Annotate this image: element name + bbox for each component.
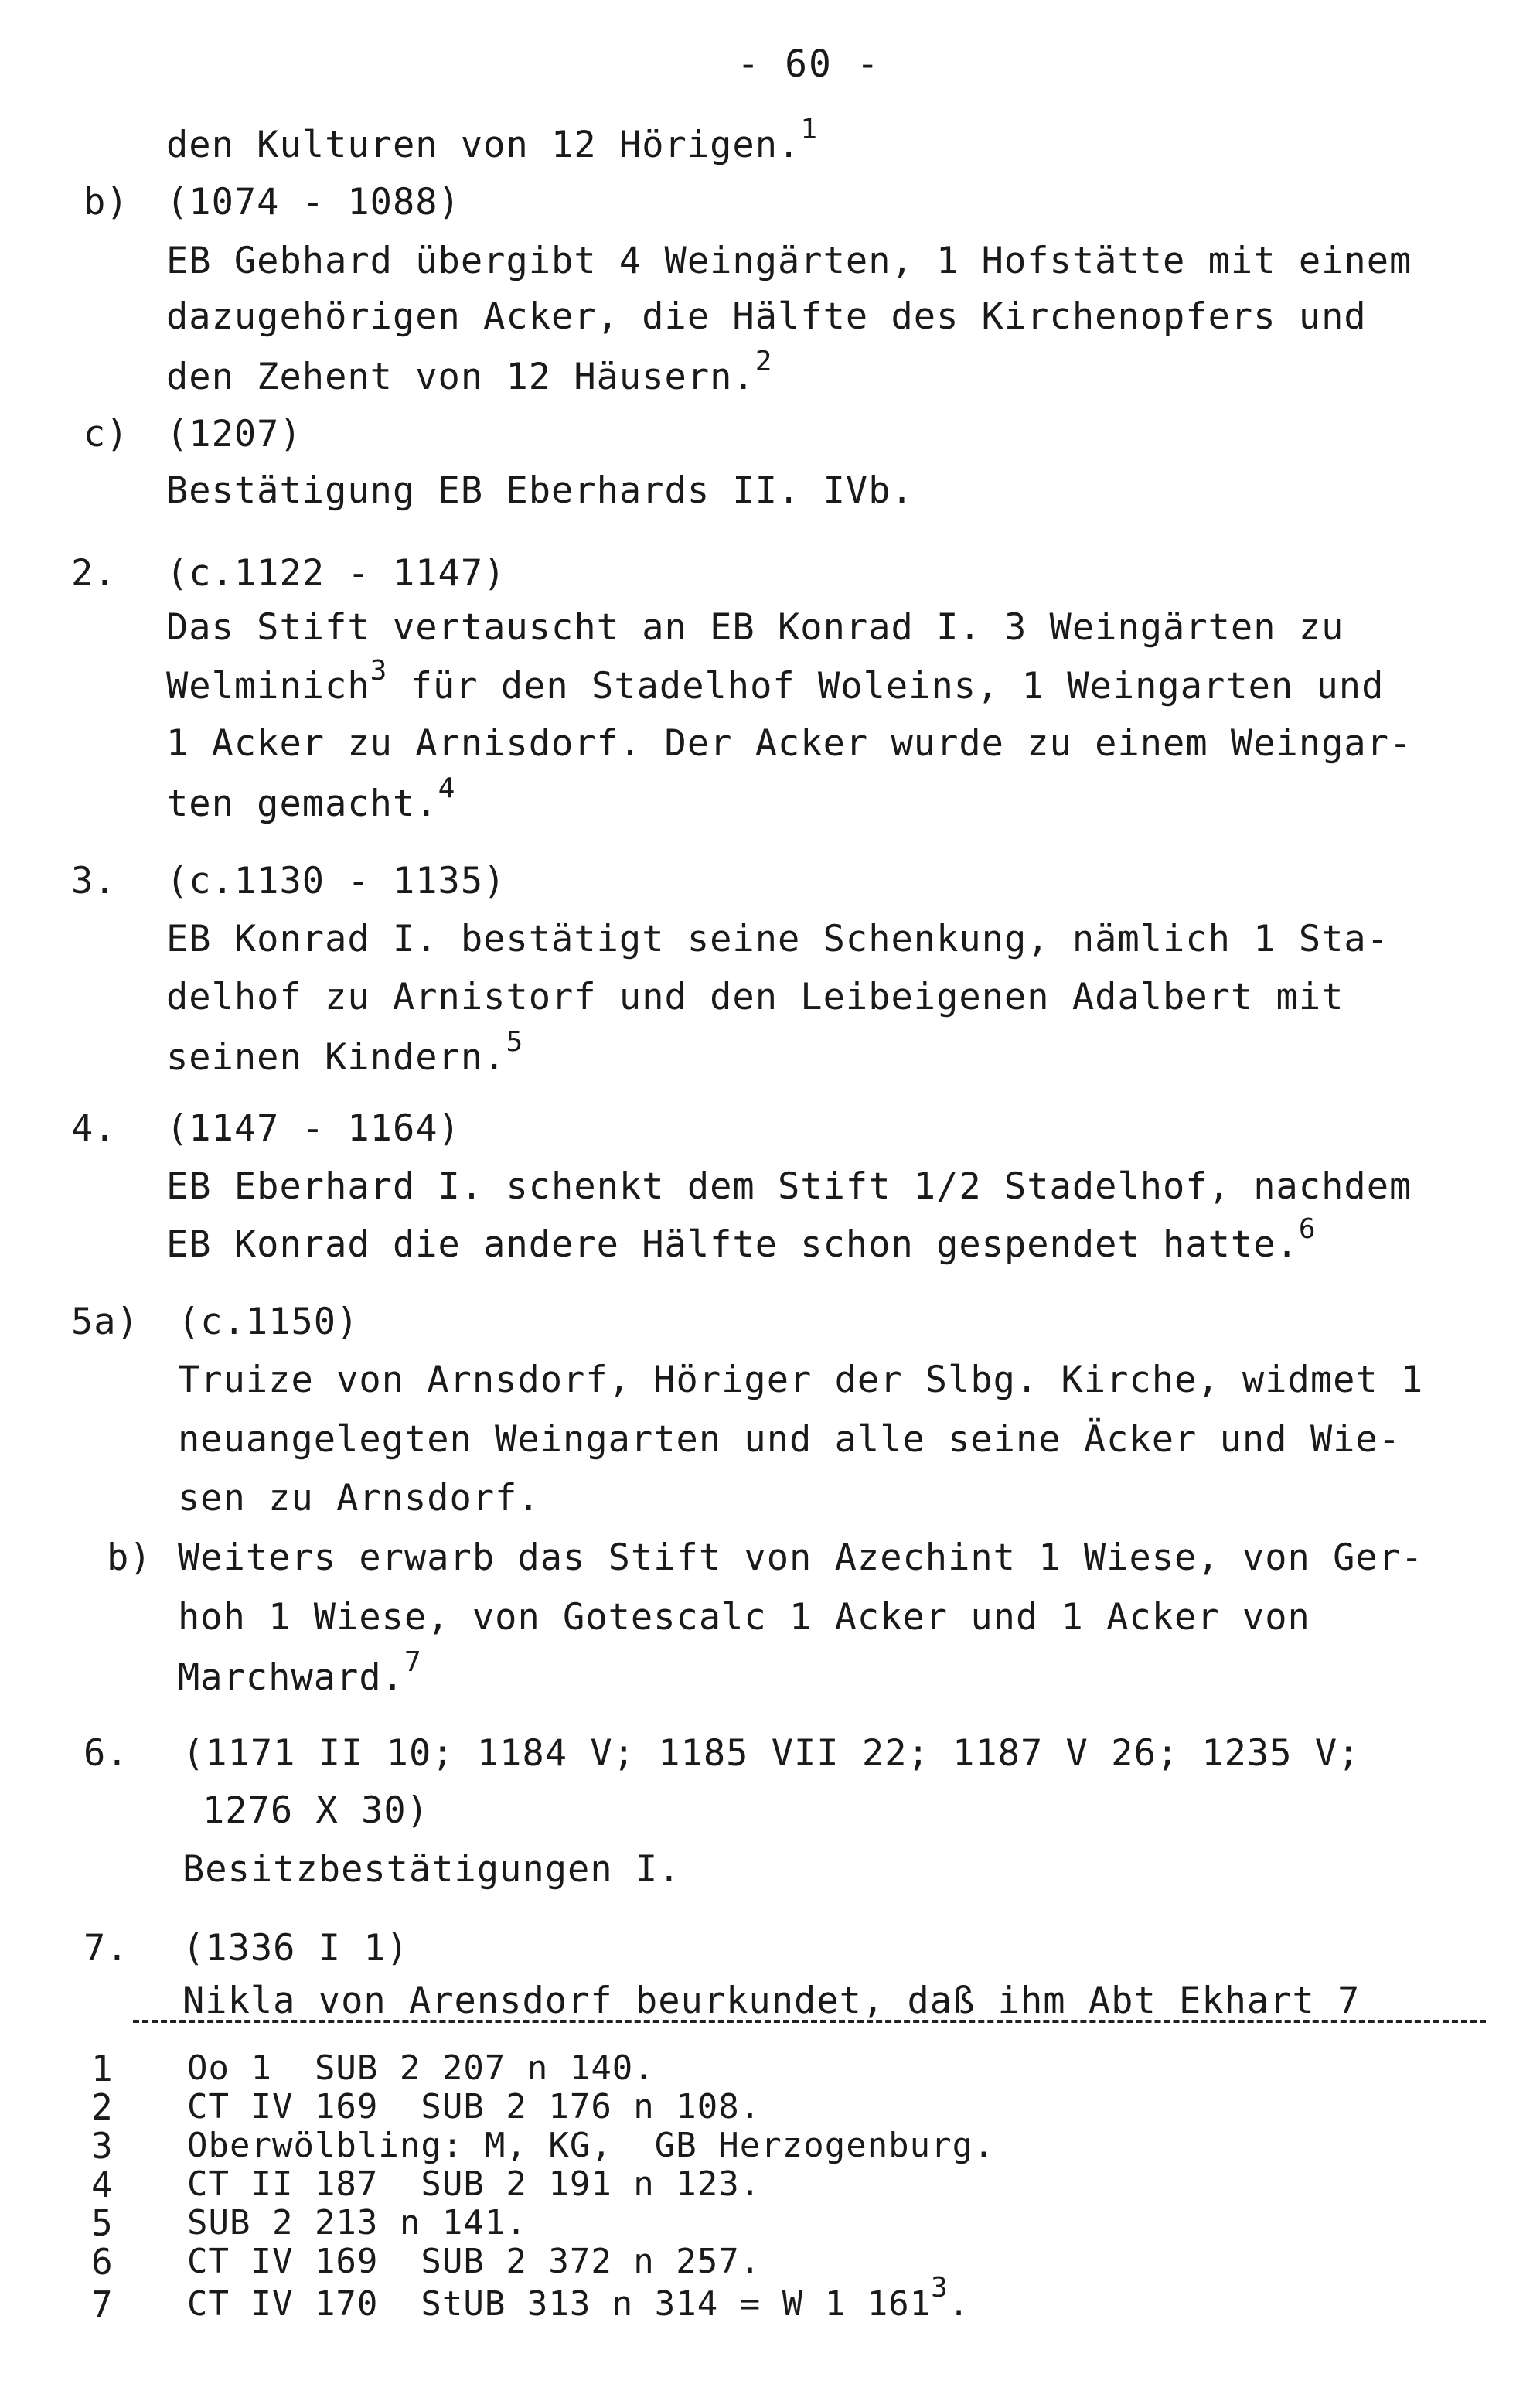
footnote-ref: 3	[370, 655, 388, 687]
text-span: .	[948, 2284, 970, 2324]
footnote-number: 7	[91, 2283, 113, 2325]
text-span: ten gemacht.	[166, 783, 438, 825]
footnote-number: 1	[91, 2048, 113, 2089]
text-line	[166, 1213, 1317, 1268]
text-line: sen zu Arnsdorf.	[178, 1477, 540, 1519]
text-line	[166, 655, 1385, 710]
text-line: 1276 X 30)	[203, 1789, 429, 1832]
text-line: EB Gebhard übergibt 4 Weingärten, 1 Hofstätte mit einem	[166, 240, 1412, 282]
text-line	[166, 772, 456, 827]
text-line: Besitzbestätigungen I.	[182, 1848, 681, 1891]
footnote-number: 6	[91, 2241, 113, 2283]
footnote-number: 2	[91, 2086, 113, 2128]
footnote-text	[187, 2272, 970, 2324]
footnote-text: CT IV 169 SUB 2 372 n 257.	[187, 2242, 761, 2281]
footnote-ref: 6	[1298, 1213, 1317, 1245]
footnote-text: Oo 1 SUB 2 207 n 140.	[187, 2048, 655, 2088]
item-marker: c)	[83, 413, 129, 455]
footnote-ref: 1	[800, 114, 818, 145]
footnote-ref: 7	[404, 1646, 422, 1678]
text-line: 1 Acker zu Arnisdorf. Der Acker wurde zu einem Weingar-	[166, 722, 1412, 765]
footnote-number: 5	[91, 2202, 113, 2244]
text-line: EB Eberhard I. schenkt dem Stift 1/2 Stadelhof, nachdem	[166, 1165, 1412, 1208]
text-line: (c.1122 - 1147)	[166, 552, 506, 595]
section-marker: 5a)	[71, 1301, 139, 1343]
text-line: Weiters erwarb das Stift von Azechint 1 Wiese, von Ger-	[178, 1536, 1424, 1579]
text-line: (1074 - 1088)	[166, 181, 461, 223]
text-line: Das Stift vertauscht an EB Konrad I. 3 Weingärten zu	[166, 606, 1344, 649]
text-line: (1147 - 1164)	[166, 1107, 461, 1150]
text-line: Bestätigung EB Eberhards II. IVb.	[166, 469, 914, 512]
text-line: (c.1150)	[178, 1301, 359, 1343]
text-line: Truize von Arnsdorf, Höriger der Slbg. Kirche, widmet 1	[178, 1359, 1424, 1401]
section-marker: 3.	[71, 860, 117, 902]
text-line: hoh 1 Wiese, von Gotescalc 1 Acker und 1 Acker von	[178, 1596, 1310, 1639]
text-line: (1207)	[166, 413, 302, 455]
text-span: CT IV 170 StUB 313 n 314 = W 1 161	[187, 2284, 932, 2324]
section-marker: 7.	[83, 1927, 129, 1970]
footnote-text: Oberwölbling: M, KG, GB Herzogenburg.	[187, 2126, 995, 2165]
text-span: für den Stadelhof Woleins, 1 Weingarten und	[387, 665, 1385, 708]
footnote-divider	[133, 2020, 1486, 2023]
footnote-ref: 4	[438, 772, 456, 804]
text-line: EB Konrad I. bestätigt seine Schenkung, nämlich 1 Sta-	[166, 918, 1390, 960]
text-line	[166, 346, 773, 401]
footnote-text: CT II 187 SUB 2 191 n 123.	[187, 2164, 761, 2204]
section-marker: 6.	[83, 1732, 129, 1775]
text-line	[178, 1646, 422, 1701]
item-marker: b)	[107, 1536, 152, 1579]
footnote-number: 3	[91, 2125, 113, 2167]
text-span: EB Konrad die andere Hälfte schon gespendet hatte.	[166, 1223, 1299, 1266]
footnote-number: 4	[91, 2164, 113, 2205]
text-line	[166, 1026, 524, 1081]
text-line: (1336 I 1)	[182, 1927, 409, 1970]
text-line: dazugehörigen Acker, die Hälfte des Kirchenopfers und	[166, 295, 1367, 338]
text-span: Welminich	[166, 665, 370, 708]
text-line: Nikla von Arensdorf beurkundet, daß ihm Abt Ekhart 7	[182, 1980, 1361, 2022]
text-span: Marchward.	[178, 1656, 404, 1699]
text-span: seinen Kindern.	[166, 1036, 506, 1079]
footnote-ref: 2	[755, 346, 773, 377]
footnote-ref: 5	[506, 1026, 524, 1058]
text-span: den Kulturen von 12 Hörigen.	[166, 124, 801, 166]
footnote-text: SUB 2 213 n 141.	[187, 2203, 527, 2242]
text-line: delhof zu Arnistorf und den Leibeigenen Adalbert mit	[166, 976, 1344, 1018]
text-span: den Zehent von 12 Häusern.	[166, 356, 755, 398]
text-line	[166, 114, 818, 169]
text-line: (1171 II 10; 1184 V; 1185 VII 22; 1187 V 26; 1235 V;	[182, 1732, 1361, 1775]
page-number: - 60 -	[737, 43, 881, 86]
section-marker: 2.	[71, 552, 117, 595]
footnote-text: CT IV 169 SUB 2 176 n 108.	[187, 2087, 761, 2127]
text-line: neuangelegten Weingarten und alle seine Äcker und Wie-	[178, 1418, 1402, 1461]
text-line: (c.1130 - 1135)	[166, 860, 506, 902]
footnote-ref: 3	[931, 2272, 949, 2304]
item-marker: b)	[83, 181, 129, 223]
section-marker: 4.	[71, 1107, 117, 1150]
